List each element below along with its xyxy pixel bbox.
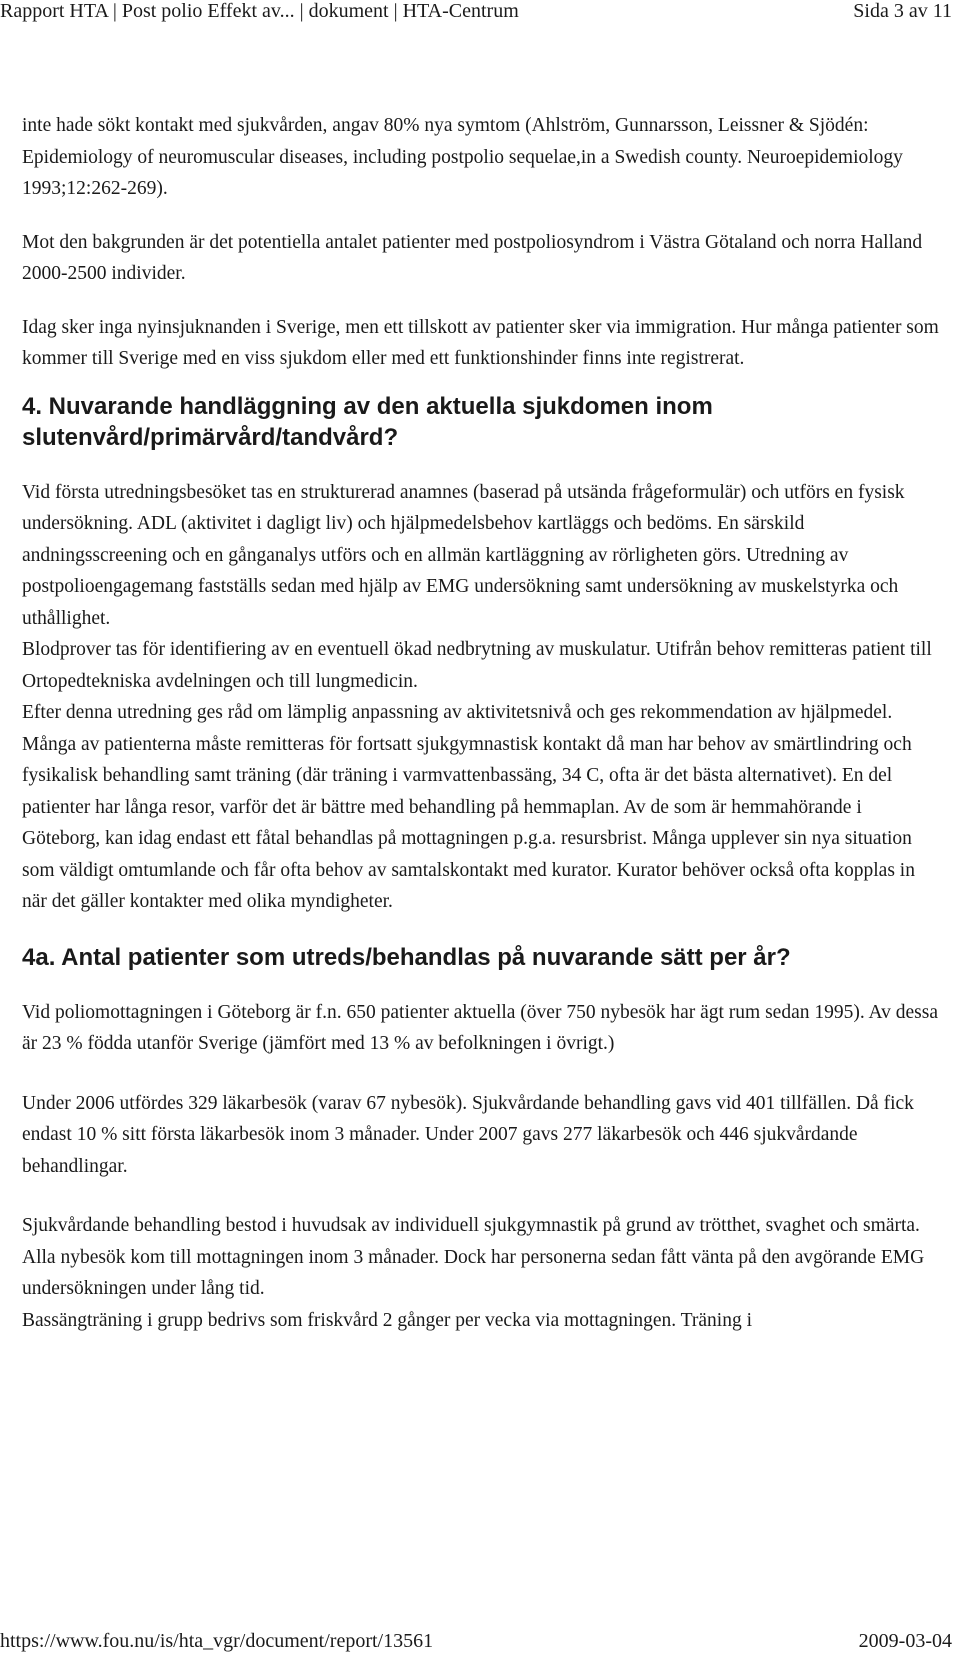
section-heading-4a: 4a. Antal patienter som utreds/behandlas på nuvarande sätt per år? [22,943,791,971]
header-document-title: Rapport HTA | Post polio Effekt av... | dokument | HTA-Centrum [0,0,519,22]
paragraph-polio-clinic: Vid poliomottagningen i Göteborg är f.n. 650 patienter aktuella (över 750 nybesök har ägt rum sedan 1995). Av dessa är 23 % födda utanför Sverige (jämfört med 13 % av befolkningen i övrigt.) [22,1001,939,1054]
paragraph-pool-training: Bassängträning i grupp bedrivs som friskvård 2 gånger per vecka via mottagningen. Träning i [22,1309,753,1331]
header-page-number: Sida 3 av 11 [853,0,952,22]
paragraph-immigration: Idag sker inga nyinsjuknanden i Sverige, men ett tillskott av patienter sker via immigration. Hur många patienter som kommer till Sverige med en viss sjukdom eller med ett funktionshinder finns inte registrerat. [22,316,939,369]
paragraph-physiotherapy: Många av patienterna måste remitteras för fortsatt sjukgymnastisk kontakt då man har behov av smärtlindring och fysikalisk behandling samt träning (där träning i varmvattenbassäng, 34 C, ofta är det bästa alternativet). En del patienter har långa resor, varför det är bättre med behandling på hemmaplan. Av de som är hemmahörande i Göteborg, kan idag endast ett fåtal behandlas på mottagningen p.g.a. resursbrist. Många upplever sin nya situation som väldigt omtumlande och får ofta behov av samtalskontakt med kurator. Kurator behöver också ofta kopplas in när det gäller kontakter med olika myndigheter. [22,733,915,912]
paragraph-first-visit: Vid första utredningsbesöket tas en strukturerad anamnes (baserad på utsända frågeformulär) och utförs en fysisk undersökning. ADL (aktivitet i dagligt liv) och hjälpmedelsbehov kartläggs och bedöms. En särskild andningsscreening och en gånganalys utförs och en allmän kartläggning av rörligheten görs. Utredning av postpolioengagemang fastställs sedan med hjälp av EMG undersökning samt undersökning av muskelstyrka och uthållighet. [22,481,905,629]
paragraph-2006-visits: Under 2006 utfördes 329 läkarbesök (varav 67 nybesök). Sjukvårdande behandling gavs vid 401 tillfällen. Då fick endast 10 % sitt första läkarbesök inom 3 månader. Under 2007 gavs 277 läkarbesök och 446 sjukvårdande behandlingar. [22,1092,914,1177]
paragraph-treatment: Sjukvårdande behandling bestod i huvudsak av individuell sjukgymnastik på grund av trötthet, svaghet och smärta. Alla nybesök kom till mottagningen inom 3 månader. Dock har personerna sedan fått vänta på den avgörande EMG undersökningen under lång tid. [22,1215,925,1299]
paragraph-epidemiology: inte hade sökt kontakt med sjukvården, angav 80% nya symtom (Ahlström, Gunnarsson, Leissner & Sjödén: Epidemiology of neuromuscular diseases, including postpolio sequelae,in a Swedish county. Neuroepidemiology 1993;12:262-269). [22,115,903,199]
footer-url: https://www.fou.nu/is/hta_vgr/document/report/13561 [0,1630,434,1652]
footer-date: 2009-03-04 [858,1630,952,1652]
document-body [22,110,942,1336]
paragraph-blood-tests: Blodprover tas för identifiering av en eventuell ökad nedbrytning av muskulatur. Utifrån behov remitteras patient till Ortopedtekniska avdelningen och till lungmedicin. [22,639,932,692]
paragraph-advice: Efter denna utredning ges råd om lämplig anpassning av aktivitetsnivå och ges rekommendation av hjälpmedel. [22,702,893,723]
section-heading-4: 4. Nuvarande handläggning av den aktuella sjukdomen inom slutenvård/primärvård/tandvård? [22,392,713,451]
paragraph-patient-estimate: Mot den bakgrunden är det potentiella antalet patienter med postpoliosyndrom i Västra Götaland och norra Halland 2000-2500 individer. [22,231,923,284]
